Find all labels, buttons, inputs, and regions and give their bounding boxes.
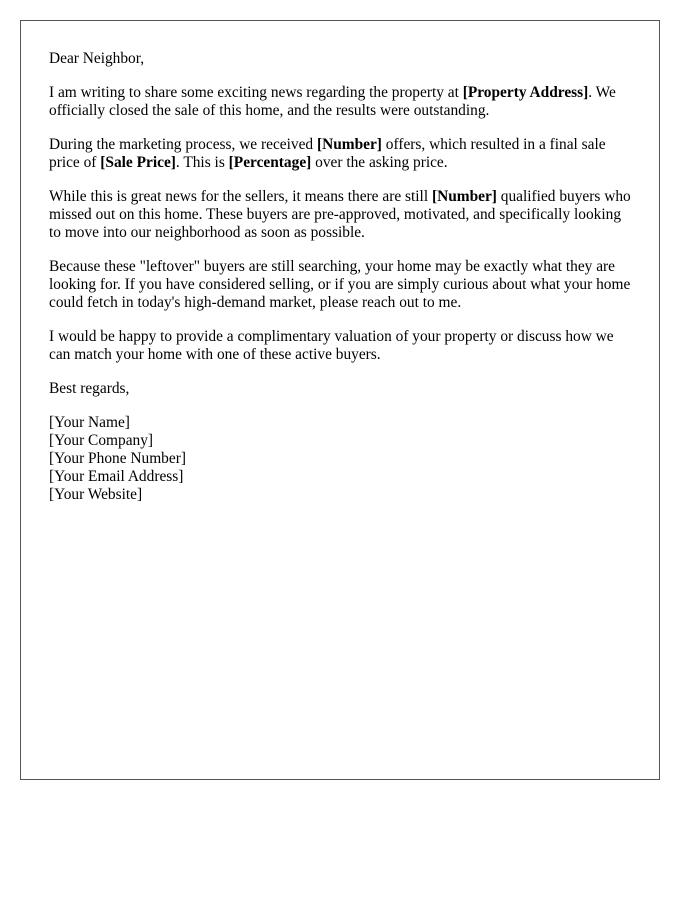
p3-text-a: While this is great news for the sellers, it means there are still (49, 188, 432, 205)
greeting: Dear Neighbor, (49, 50, 145, 67)
signature-company: [Your Company] (49, 432, 154, 449)
property-address-placeholder: [Property Address] (462, 84, 589, 101)
p1-text-a: I am writing to share some exciting news regarding the property at (49, 84, 463, 101)
signature-block (49, 414, 631, 504)
p2-text-c: offers, which resulted in a final sale price of (49, 136, 606, 171)
closing: Best regards, (49, 380, 130, 397)
p2-text-g: over the asking price. (311, 154, 448, 171)
signature-name: [Your Name] (49, 414, 130, 431)
signature-email: [Your Email Address] (49, 468, 184, 485)
paragraph-buyers (49, 188, 631, 242)
paragraph-leftover-buyers: Because these "leftover" buyers are still searching, your home may be exactly what they are looking for. If you have considered selling, or if you are simply curious about what your home could fetch in today's high-demand market, please reach out to me. (49, 258, 631, 311)
buyers-number-placeholder: [Number] (431, 188, 497, 205)
p1-text-c: . We officially closed the sale of this home, and the results were outstanding. (49, 84, 616, 119)
percentage-placeholder: [Percentage] (228, 154, 312, 171)
paragraph-offers (49, 136, 631, 172)
sale-price-placeholder: [Sale Price] (100, 154, 176, 171)
signature-phone: [Your Phone Number] (49, 450, 186, 467)
signature-website: [Your Website] (49, 486, 143, 503)
p2-text-e: . This is (175, 154, 229, 171)
paragraph-property-sold (49, 84, 631, 120)
letter-page (20, 20, 660, 780)
offers-number-placeholder: [Number] (316, 136, 382, 153)
paragraph-valuation-offer: I would be happy to provide a complimentary valuation of your property or discuss how we can match your home with one of these active buyers. (49, 328, 614, 363)
p3-text-c: qualified buyers who missed out on this home. These buyers are pre-approved, motivated, and specifically looking to move into our neighborhood as soon as possible. (49, 188, 631, 241)
p2-text-a: During the marketing process, we received (49, 136, 317, 153)
